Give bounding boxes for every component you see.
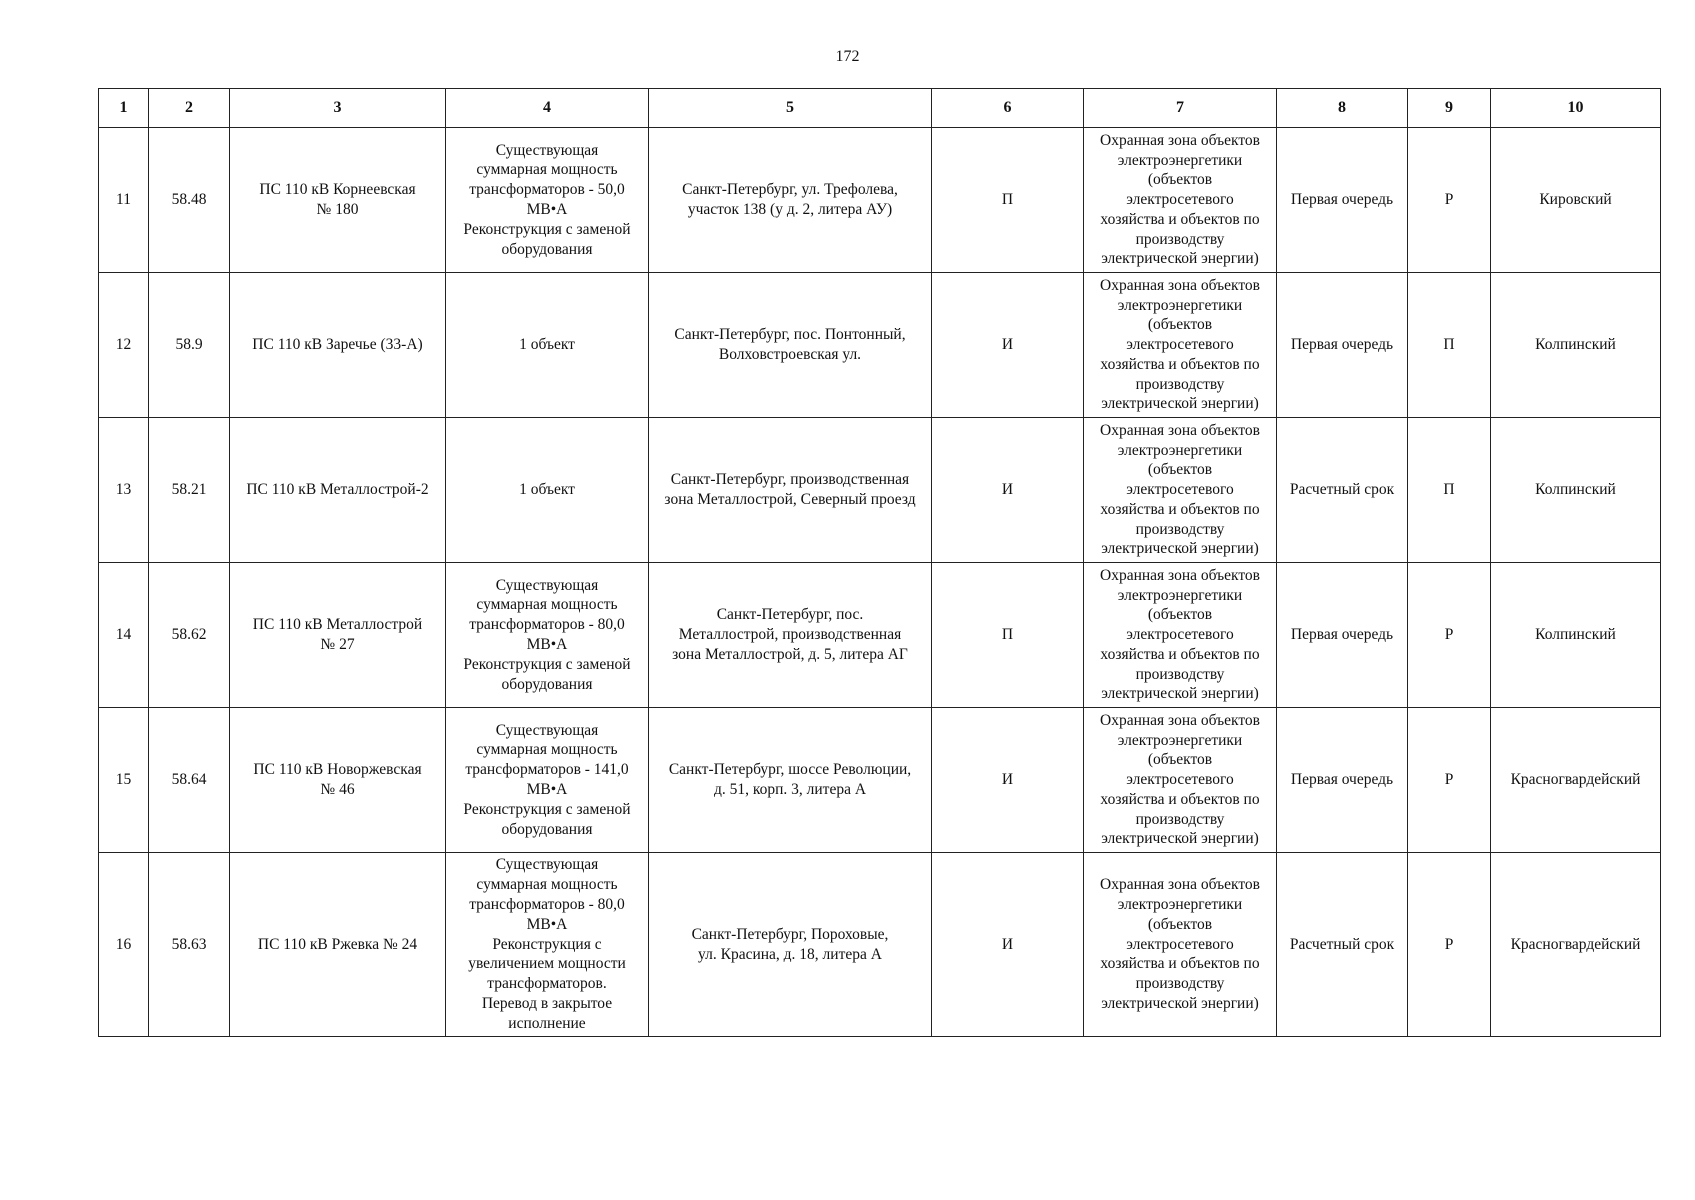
row-number-cell: 15 xyxy=(99,708,149,853)
type-cell: Р xyxy=(1408,708,1491,853)
object-name-cell: ПС 110 кВ Металлострой № 27 xyxy=(230,563,446,708)
status-cell: И xyxy=(932,273,1084,418)
object-code-cell: 58.48 xyxy=(149,128,230,273)
row-number-cell: 14 xyxy=(99,563,149,708)
characteristics-cell: 1 объект xyxy=(446,418,649,563)
district-cell: Колпинский xyxy=(1491,418,1661,563)
table-row xyxy=(99,273,1661,418)
row-number-cell: 16 xyxy=(99,853,149,1037)
type-cell: Р xyxy=(1408,128,1491,273)
status-cell: И xyxy=(932,708,1084,853)
object-name-cell: ПС 110 кВ Ржевка № 24 xyxy=(230,853,446,1037)
column-header: 4 xyxy=(446,89,649,128)
document-table xyxy=(98,88,1661,1037)
object-name-cell: ПС 110 кВ Металлострой-2 xyxy=(230,418,446,563)
column-header: 8 xyxy=(1277,89,1408,128)
page-number: 172 xyxy=(835,48,860,65)
characteristics-cell: Существующая суммарная мощность трансформаторов - 80,0 МВ•А Реконструкция с увеличением мощности трансформаторов. Перевод в закрытое исполнение xyxy=(446,853,649,1037)
column-header: 2 xyxy=(149,89,230,128)
status-cell: П xyxy=(932,128,1084,273)
row-number-cell: 11 xyxy=(99,128,149,273)
header-row xyxy=(99,89,1661,128)
status-cell: И xyxy=(932,853,1084,1037)
column-header: 1 xyxy=(99,89,149,128)
object-code-cell: 58.9 xyxy=(149,273,230,418)
column-header: 9 xyxy=(1408,89,1491,128)
characteristics-cell: Существующая суммарная мощность трансформаторов - 141,0 МВ•А Реконструкция с заменой оборудования xyxy=(446,708,649,853)
zone-cell: Охранная зона объектов электроэнергетики (объектов электросетевого хозяйства и объектов по производству электрической энергии) xyxy=(1084,128,1277,273)
address-cell: Санкт-Петербург, ул. Трефолева, участок 138 (у д. 2, литера АУ) xyxy=(649,128,932,273)
object-name-cell: ПС 110 кВ Заречье (33-А) xyxy=(230,273,446,418)
district-cell: Колпинский xyxy=(1491,273,1661,418)
zone-cell: Охранная зона объектов электроэнергетики (объектов электросетевого хозяйства и объектов по производству электрической энергии) xyxy=(1084,418,1277,563)
table-row xyxy=(99,853,1661,1037)
type-cell: П xyxy=(1408,273,1491,418)
zone-cell: Охранная зона объектов электроэнергетики (объектов электросетевого хозяйства и объектов по производству электрической энергии) xyxy=(1084,273,1277,418)
column-header: 10 xyxy=(1491,89,1661,128)
address-cell: Санкт-Петербург, пос. Понтонный, Волховстроевская ул. xyxy=(649,273,932,418)
object-code-cell: 58.62 xyxy=(149,563,230,708)
table-row xyxy=(99,128,1661,273)
type-cell: Р xyxy=(1408,853,1491,1037)
object-name-cell: ПС 110 кВ Корнеевская № 180 xyxy=(230,128,446,273)
district-cell: Колпинский xyxy=(1491,563,1661,708)
column-header: 7 xyxy=(1084,89,1277,128)
term-cell: Первая очередь xyxy=(1277,273,1408,418)
characteristics-cell: Существующая суммарная мощность трансформаторов - 80,0 МВ•А Реконструкция с заменой оборудования xyxy=(446,563,649,708)
column-header: 6 xyxy=(932,89,1084,128)
column-header: 3 xyxy=(230,89,446,128)
table-row xyxy=(99,708,1661,853)
characteristics-cell: Существующая суммарная мощность трансформаторов - 50,0 МВ•А Реконструкция с заменой оборудования xyxy=(446,128,649,273)
status-cell: И xyxy=(932,418,1084,563)
term-cell: Первая очередь xyxy=(1277,563,1408,708)
characteristics-cell: 1 объект xyxy=(446,273,649,418)
district-cell: Кировский xyxy=(1491,128,1661,273)
term-cell: Первая очередь xyxy=(1277,128,1408,273)
type-cell: П xyxy=(1408,418,1491,563)
zone-cell: Охранная зона объектов электроэнергетики (объектов электросетевого хозяйства и объектов по производству электрической энергии) xyxy=(1084,853,1277,1037)
address-cell: Санкт-Петербург, шоссе Революции, д. 51, корп. 3, литера А xyxy=(649,708,932,853)
status-cell: П xyxy=(932,563,1084,708)
district-cell: Красногвардейский xyxy=(1491,708,1661,853)
term-cell: Первая очередь xyxy=(1277,708,1408,853)
object-code-cell: 58.63 xyxy=(149,853,230,1037)
term-cell: Расчетный срок xyxy=(1277,418,1408,563)
type-cell: Р xyxy=(1408,563,1491,708)
address-cell: Санкт-Петербург, Пороховые, ул. Красина, д. 18, литера А xyxy=(649,853,932,1037)
address-cell: Санкт-Петербург, производственная зона Металлострой, Северный проезд xyxy=(649,418,932,563)
row-number-cell: 13 xyxy=(99,418,149,563)
object-code-cell: 58.21 xyxy=(149,418,230,563)
address-cell: Санкт-Петербург, пос. Металлострой, производственная зона Металлострой, д. 5, литера АГ xyxy=(649,563,932,708)
table-row xyxy=(99,418,1661,563)
table-row xyxy=(99,563,1661,708)
object-code-cell: 58.64 xyxy=(149,708,230,853)
district-cell: Красногвардейский xyxy=(1491,853,1661,1037)
row-number-cell: 12 xyxy=(99,273,149,418)
column-header: 5 xyxy=(649,89,932,128)
term-cell: Расчетный срок xyxy=(1277,853,1408,1037)
zone-cell: Охранная зона объектов электроэнергетики (объектов электросетевого хозяйства и объектов по производству электрической энергии) xyxy=(1084,563,1277,708)
object-name-cell: ПС 110 кВ Новоржевская № 46 xyxy=(230,708,446,853)
zone-cell: Охранная зона объектов электроэнергетики (объектов электросетевого хозяйства и объектов по производству электрической энергии) xyxy=(1084,708,1277,853)
